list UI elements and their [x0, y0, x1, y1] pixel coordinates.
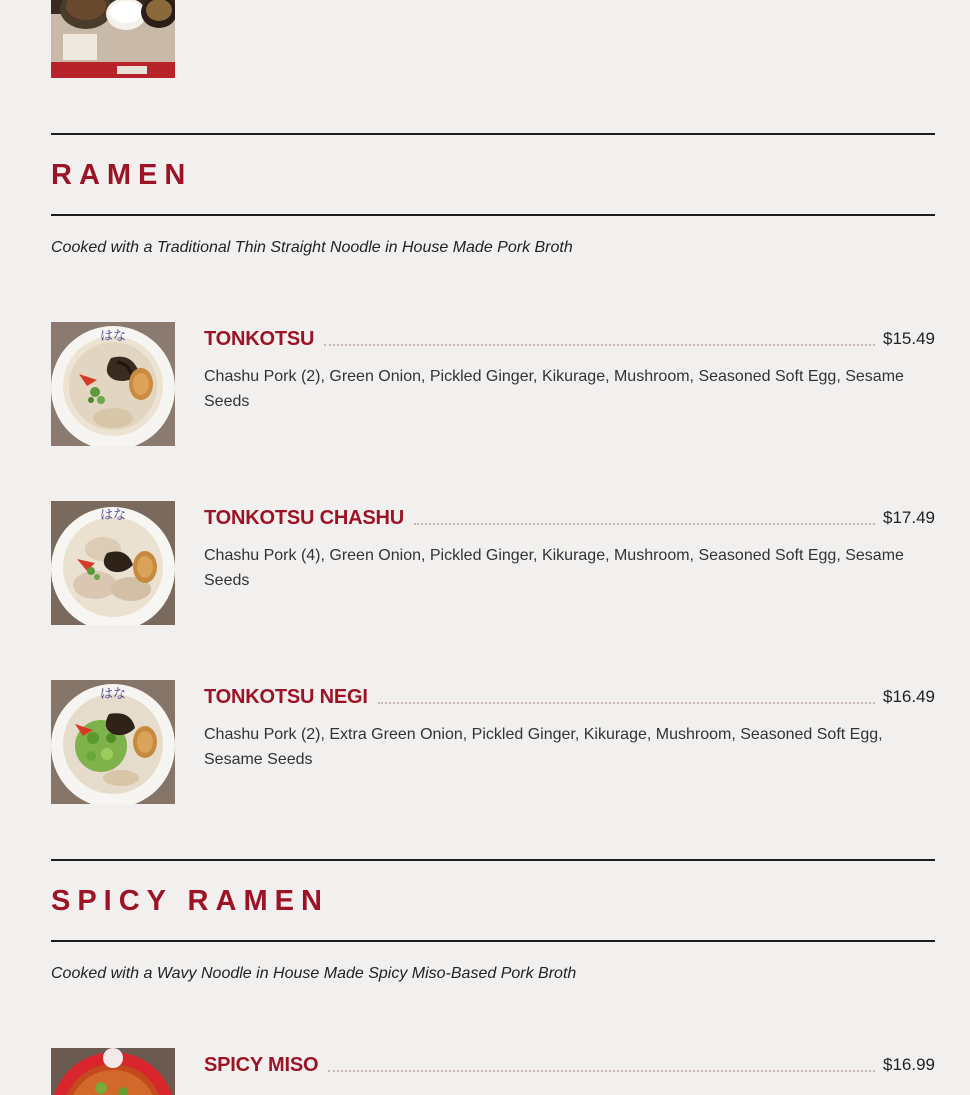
menu-item-name: TONKOTSU: [204, 328, 315, 350]
dotted-leader: [414, 522, 875, 525]
spicy-miso-photo[interactable]: [51, 1048, 175, 1095]
section-divider-top: [51, 859, 935, 861]
menu-item-price: $16.49: [883, 687, 935, 706]
svg-text:はな: はな: [99, 508, 127, 523]
section-divider-bottom: [51, 214, 935, 216]
svg-text:はな: はな: [99, 687, 127, 702]
section-subtitle-ramen: Cooked with a Traditional Thin Straight Noodle in House Made Pork Broth: [51, 239, 573, 256]
dotted-leader: [328, 1069, 875, 1072]
menu-item-description: Chashu Pork (2), Green Onion, Pickled Ginger, Kikurage, Mushroom, Seasoned Soft Egg, Sesame Seeds: [204, 368, 904, 410]
dotted-leader: [324, 343, 875, 346]
tonkotsu-photo[interactable]: [51, 322, 175, 446]
dotted-leader: [378, 701, 875, 704]
tonkotsu-chashu-photo[interactable]: [51, 501, 175, 625]
bento-photo[interactable]: [51, 0, 175, 78]
menu-item-price: $17.49: [883, 508, 935, 527]
menu-item-description: Chashu Pork (2), Extra Green Onion, Pickled Ginger, Kikurage, Mushroom, Seasoned Soft Egg, Sesame Seeds: [204, 726, 883, 768]
section-divider-bottom: [51, 940, 935, 942]
section-title-spicy-ramen: SPICY RAMEN: [51, 885, 329, 917]
section-subtitle-spicy-ramen: Cooked with a Wavy Noodle in House Made Spicy Miso-Based Pork Broth: [51, 965, 577, 982]
menu-item-price: $15.49: [883, 329, 935, 348]
tonkotsu-negi-photo[interactable]: [51, 680, 175, 804]
menu-item-name: SPICY MISO: [204, 1054, 319, 1076]
menu-item-name: TONKOTSU CHASHU: [204, 507, 404, 529]
menu-item-name: TONKOTSU NEGI: [204, 686, 368, 708]
section-divider-top: [51, 133, 935, 135]
menu-item-description: [204, 0, 935, 4]
menu-item-description: Chashu Pork (4), Green Onion, Pickled Ginger, Kikurage, Mushroom, Seasoned Soft Egg, Sesame Seeds: [204, 547, 904, 589]
section-title-ramen: RAMEN: [51, 159, 193, 191]
menu-item-price: $16.99: [883, 1055, 935, 1074]
svg-text:はな: はな: [99, 329, 127, 344]
